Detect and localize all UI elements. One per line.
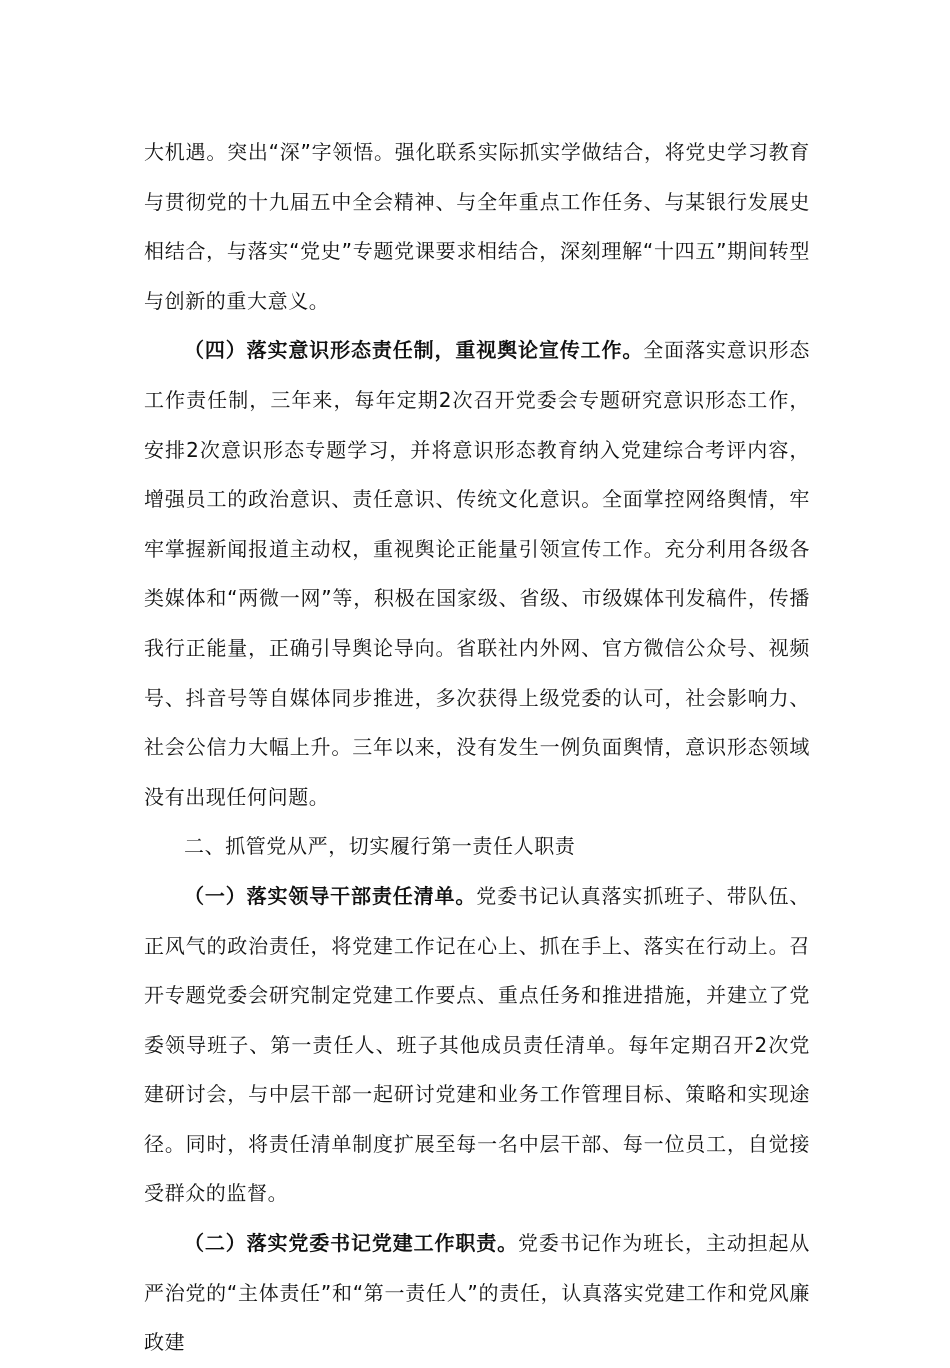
paragraph-text: 党委书记作为班长，主动担起从严治党的“主体责任”和“第一责任人”的责任，认真落实党建工作和党风廉政建 <box>144 1231 810 1355</box>
section-title-text: 二、抓管党从严，切实履行第一责任人职责 <box>184 834 576 859</box>
paragraph-intro-continuation <box>144 128 810 326</box>
paragraph-leadership-responsibility <box>144 872 810 1219</box>
section-heading: （二）落实党委书记党建工作职责。 <box>184 1231 519 1256</box>
paragraph-ideology-responsibility <box>144 326 810 822</box>
paragraph-text: 党委书记认真落实抓班子、带队伍、正风气的政治责任，将党建工作记在心上、抓在手上、落实在行动上。召开专题党委会研究制定党建工作要点、重点任务和推进措施，并建立了党委领导班子、第一责任人、班子其他成员责任清单。每年定期召开2次党建研讨会，与中层干部一起研讨党建和业务工作管理目标、策略和实现途径。同时，将责任清单制度扩展至每一名中层干部、每一位员工，自觉接受群众的监督。 <box>144 883 810 1206</box>
section-heading: （四）落实意识形态责任制，重视舆论宣传工作。 <box>184 338 644 363</box>
paragraph-secretary-duties <box>144 1219 810 1368</box>
document-body <box>144 128 810 1368</box>
section-title-party-discipline <box>144 822 810 872</box>
paragraph-text: 全面落实意识形态工作责任制，三年来，每年定期2次召开党委会专题研究意识形态工作，安排2次意识形态专题学习，并将意识形态教育纳入党建综合考评内容，增强员工的政治意识、责任意识、传统文化意识。全面掌控网络舆情，牢牢掌握新闻报道主动权，重视舆论正能量引领宣传工作。充分利用各级各类媒体和“两微一网”等，积极在国家级、省级、市级媒体刊发稿件，传播我行正能量，正确引导舆论导向。省联社内外网、官方微信公众号、视频号、抖音号等自媒体同步推进，多次获得上级党委的认可，社会影响力、社会公信力大幅上升。三年以来，没有发生一例负面舆情，意识形态领域没有出现任何问题。 <box>144 338 810 809</box>
section-heading: （一）落实领导干部责任清单。 <box>184 883 477 908</box>
paragraph-text: 大机遇。突出“深”字领悟。强化联系实际抓实学做结合，将党史学习教育与贯彻党的十九届五中全会精神、与全年重点工作任务、与某银行发展史相结合，与落实“党史”专题党课要求相结合，深刻理解“十四五”期间转型与创新的重大意义。 <box>144 140 810 313</box>
